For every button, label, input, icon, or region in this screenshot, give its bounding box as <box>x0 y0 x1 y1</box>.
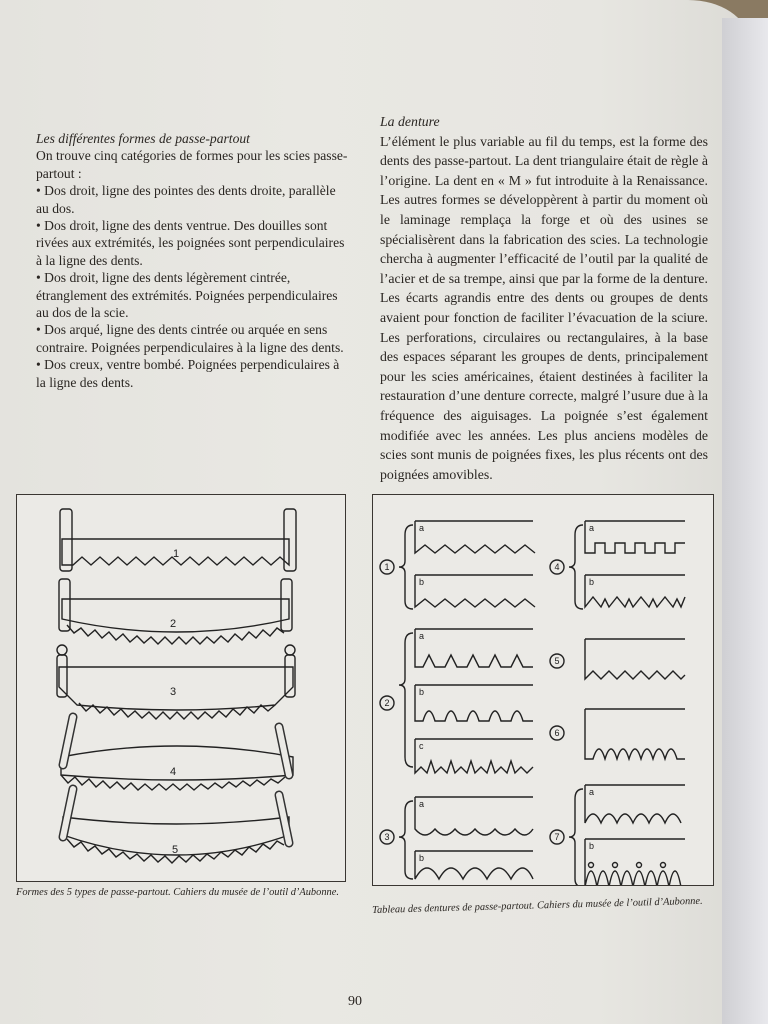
saw-label-5: 5 <box>172 844 179 856</box>
group-number-5: 5 <box>554 656 560 666</box>
group-number-1: 1 <box>384 562 390 572</box>
group-number-7: 7 <box>554 832 560 842</box>
sub-label-b: b <box>419 577 425 587</box>
section-heading-shapes: Les différentes formes de passe-partout <box>36 131 250 146</box>
sub-label-c: c <box>419 741 424 751</box>
teeth-table-figure <box>372 494 714 886</box>
teeth-paragraph: L’élément le plus variable au fil du temps, est la forme des dents des passe-partout. La dent triangulaire était de règle à l’origine. La dent en « M » fut introduite à la Renaissance. Les autres formes se développèrent à partir du moment où le laminage remplaça la forge et où des usines se spécialisèrent dans la fabrication des scies. La technologie chercha à augmenter l’efficacité de l’outil par la qualité de l’acier et de sa trempe, ainsi que par la forme de la denture. Les écarts agrandis entre des dents ou groupes de dents avaient pour fonction de faciliter l’évacuation de la sciure. Les perforations, circulaires ou rectangulaires, à la base des espaces séparant les groupes de dents, principalement pour les scies américaines, étaient destinées à faciliter la restauration d’une denture correcte, malgré l’usure due à la fréquence des aiguisages. La poignée s’est également modifiée avec les années. Les plus anciens modèles de scies sont munis de poignées fixes, les plus récents ont des poignées amovibles. <box>380 133 708 482</box>
sub-label-b: b <box>419 687 425 697</box>
sub-label-a: a <box>419 523 425 533</box>
sub-label-b: b <box>589 577 595 587</box>
saw-shapes-figure <box>16 494 346 882</box>
sub-label-a: a <box>419 631 425 641</box>
saw-label-1: 1 <box>173 548 180 560</box>
right-column <box>380 112 708 484</box>
bullet-item: • Dos arqué, ligne des dents cintrée ou arquée en sens contraire. Poignées perpendiculaires à la ligne des dents. <box>36 322 344 355</box>
saw-label-4: 4 <box>170 766 177 778</box>
sub-label-b: b <box>589 841 595 851</box>
bullet-item: • Dos droit, ligne des dents légèrement cintrée, étranglement des extrémités. Poignées perpendiculaires au dos de la scie. <box>36 270 338 321</box>
saw-label-2: 2 <box>170 618 177 630</box>
left-column <box>36 130 348 391</box>
next-page-edge <box>722 18 768 1024</box>
sub-label-a: a <box>419 799 425 809</box>
page-number: 90 <box>348 994 362 1009</box>
saw-label-3: 3 <box>170 686 177 698</box>
group-number-3: 3 <box>384 832 390 842</box>
saw-shapes-drawing <box>17 495 345 881</box>
saw-figure-caption: Formes des 5 types de passe-partout. Cahiers du musée de l’outil d’Aubonne. <box>16 887 339 898</box>
sub-label-b: b <box>419 853 425 863</box>
group-number-6: 6 <box>554 728 560 738</box>
teeth-figure-caption: Tableau des dentures de passe-partout. Cahiers du musée de l’outil d’Aubonne. <box>372 895 703 916</box>
bullet-item: • Dos droit, ligne des pointes des dents droite, parallèle au dos. <box>36 183 336 216</box>
intro-paragraph: On trouve cinq catégories de formes pour les scies passe-partout : <box>36 148 348 181</box>
bullet-item: • Dos droit, ligne des dents ventrue. Des douilles sont rivées aux extrémités, les poignées sont perpendiculaires à la ligne des dents. <box>36 218 345 268</box>
teeth-table-drawing <box>373 495 713 885</box>
bullet-item: • Dos creux, ventre bombé. Poignées perpendiculaires à la ligne des dents. <box>36 357 340 390</box>
group-number-4: 4 <box>554 562 560 572</box>
section-heading-teeth: La denture <box>380 114 440 129</box>
group-number-2: 2 <box>384 698 390 708</box>
sub-label-a: a <box>589 787 595 797</box>
sub-label-a: a <box>589 523 595 533</box>
